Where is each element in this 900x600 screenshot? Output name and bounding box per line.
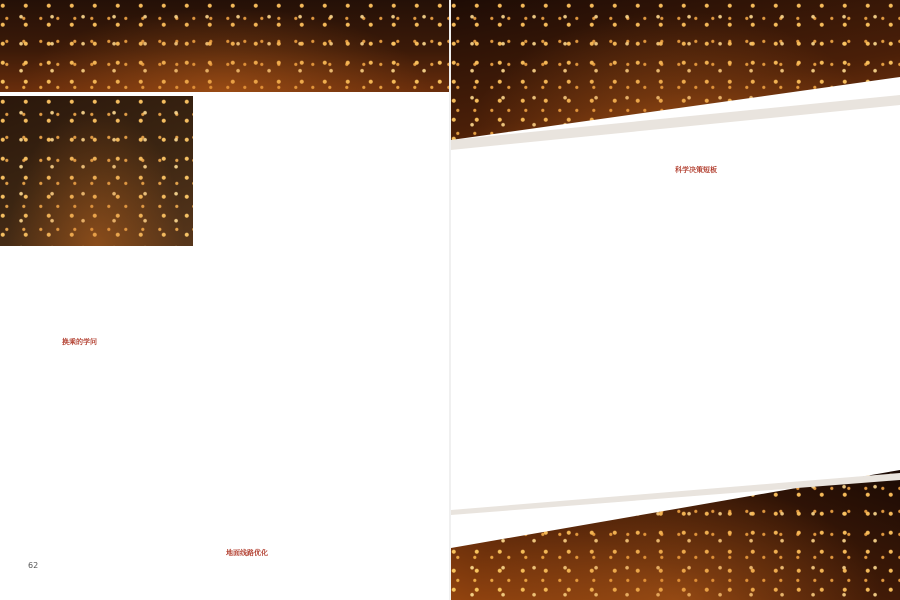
- night-city-photo-top-left: [0, 0, 449, 92]
- traffic-jam-photo: [0, 96, 193, 246]
- section-heading-decision-shortcomings: 科学决策短板: [675, 165, 717, 174]
- section-heading-ground-lines: 地面线路优化: [226, 548, 268, 557]
- night-city-photo-top-right: [451, 0, 900, 140]
- page-gutter: [449, 0, 451, 600]
- page-number: 62: [28, 561, 39, 570]
- text-column-2: [226, 100, 361, 540]
- text-column-2-tail: [226, 556, 361, 576]
- text-column-1-body: [62, 345, 193, 575]
- section-heading-transfer: 换乘的学问: [62, 337, 97, 346]
- text-column-4: [675, 173, 819, 515]
- text-column-3: [496, 158, 637, 516]
